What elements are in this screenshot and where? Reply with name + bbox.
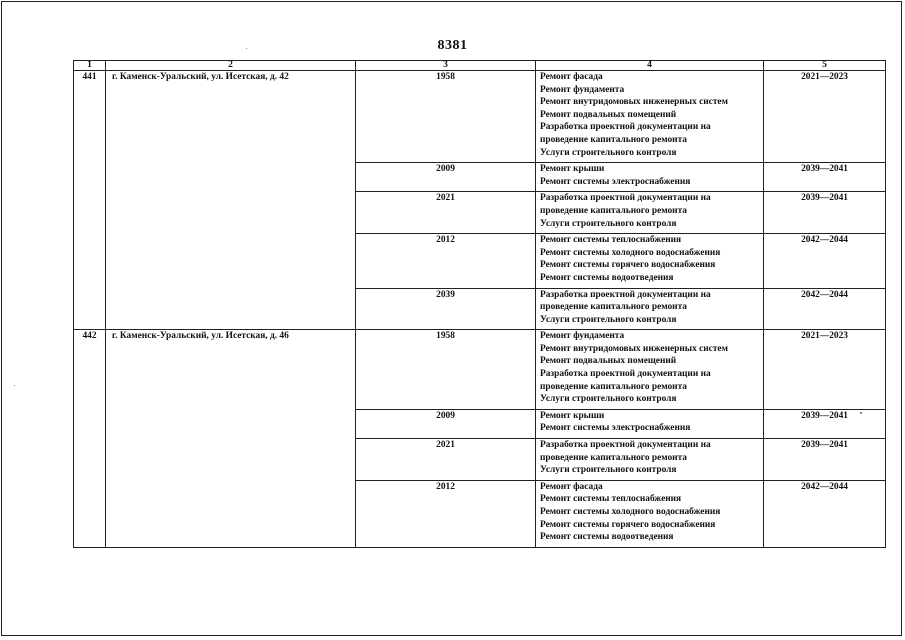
work-item: Услуги строительного контроля	[540, 465, 677, 476]
works-cell	[536, 439, 764, 481]
work-item: Разработка проектной документации на	[540, 289, 711, 300]
work-item: Ремонт фундамента	[540, 84, 625, 95]
year-cell: 2021	[356, 439, 536, 481]
work-item: Ремонт системы теплоснабжения	[540, 494, 682, 505]
year-cell: 2039	[356, 288, 536, 330]
column-header-4: 4	[536, 61, 764, 71]
work-item: Ремонт системы холодного водоснабжения	[540, 507, 721, 517]
work-item: проведение капитального ремонта	[540, 205, 687, 216]
work-item: проведение капитального ремонта	[540, 302, 687, 313]
work-item: Ремонт подвальных помещений	[540, 356, 677, 367]
work-item: Ремонт системы холодного водоснабжения	[540, 247, 721, 258]
work-item: Ремонт крыши	[540, 164, 605, 175]
works-cell	[536, 234, 764, 288]
works-cell	[536, 288, 764, 330]
work-item: Ремонт системы горячего водоснабжения	[540, 519, 716, 530]
work-item: Услуги строительного контроля	[540, 394, 677, 405]
column-header-2: 2	[106, 61, 356, 71]
work-item: Разработка проектной документации на	[540, 440, 711, 451]
work-item: Разработка проектной документации на	[540, 193, 711, 204]
work-item: Ремонт системы теплоснабжения	[540, 235, 682, 246]
scan-speck	[860, 412, 862, 414]
year-cell: 2021	[356, 192, 536, 234]
work-item: Ремонт фасада	[540, 481, 603, 492]
year-cell: 2012	[356, 234, 536, 288]
work-item: Услуги строительного контроля	[540, 218, 677, 229]
period-cell: 2021—2023	[764, 330, 886, 410]
work-item: Ремонт системы электроснабжения	[540, 176, 691, 187]
period-cell: 2042—2044	[764, 234, 886, 288]
period-cell: 2042—2044	[764, 480, 886, 547]
column-header-1: 1	[74, 61, 106, 71]
work-item: Ремонт фасада	[540, 72, 603, 82]
column-header-3: 3	[356, 61, 536, 71]
works-cell	[536, 480, 764, 547]
work-item: Ремонт фундамента	[540, 331, 625, 342]
works-cell	[536, 71, 764, 163]
period-cell: 2039—2041	[764, 163, 886, 192]
year-cell: 1958	[356, 330, 536, 410]
work-item: Ремонт крыши	[540, 410, 605, 421]
work-item: Ремонт системы водоотведения	[540, 272, 674, 283]
works-cell	[536, 192, 764, 234]
scan-speck	[246, 48, 247, 49]
work-item: Ремонт внутридомовых инженерных систем	[540, 97, 728, 108]
work-item: Ремонт системы водоотведения	[540, 532, 674, 543]
period-cell: 2039—2041	[764, 409, 886, 438]
building-address: г. Каменск-Уральский, ул. Исетская, д. 46	[106, 330, 356, 548]
work-item: проведение капитального ремонта	[540, 134, 687, 145]
work-item: Ремонт подвальных помещений	[540, 109, 677, 120]
work-item: Разработка проектной документации на	[540, 122, 711, 133]
year-cell: 2012	[356, 480, 536, 547]
works-cell	[536, 330, 764, 410]
repair-schedule-table	[73, 60, 886, 548]
period-cell: 2039—2041	[764, 439, 886, 481]
work-item: Услуги строительного контроля	[540, 147, 677, 158]
work-item: проведение капитального ремонта	[540, 381, 687, 392]
page-number: 8381	[437, 38, 468, 53]
scan-speck	[14, 385, 15, 386]
period-cell: 2021—2023	[764, 71, 886, 163]
year-cell: 2009	[356, 409, 536, 438]
work-item: Разработка проектной документации на	[540, 369, 711, 380]
period-cell: 2039—2041	[764, 192, 886, 234]
entry-number: 441	[74, 71, 106, 330]
work-item: Ремонт системы горячего водоснабжения	[540, 260, 716, 271]
year-cell: 2009	[356, 163, 536, 192]
entry-number: 442	[74, 330, 106, 548]
table-row	[74, 330, 886, 410]
table-body	[74, 71, 886, 548]
table-row	[74, 71, 886, 163]
work-item: проведение капитального ремонта	[540, 452, 687, 463]
year-cell: 1958	[356, 71, 536, 163]
period-cell: 2042—2044	[764, 288, 886, 330]
work-item: Ремонт системы электроснабжения	[540, 423, 691, 434]
work-item: Ремонт внутридомовых инженерных систем	[540, 343, 728, 354]
works-cell	[536, 163, 764, 192]
building-address: г. Каменск-Уральский, ул. Исетская, д. 42	[106, 71, 356, 330]
column-number-row	[74, 61, 886, 71]
work-item: Услуги строительного контроля	[540, 314, 677, 325]
column-header-5: 5	[764, 61, 886, 71]
works-cell	[536, 409, 764, 438]
